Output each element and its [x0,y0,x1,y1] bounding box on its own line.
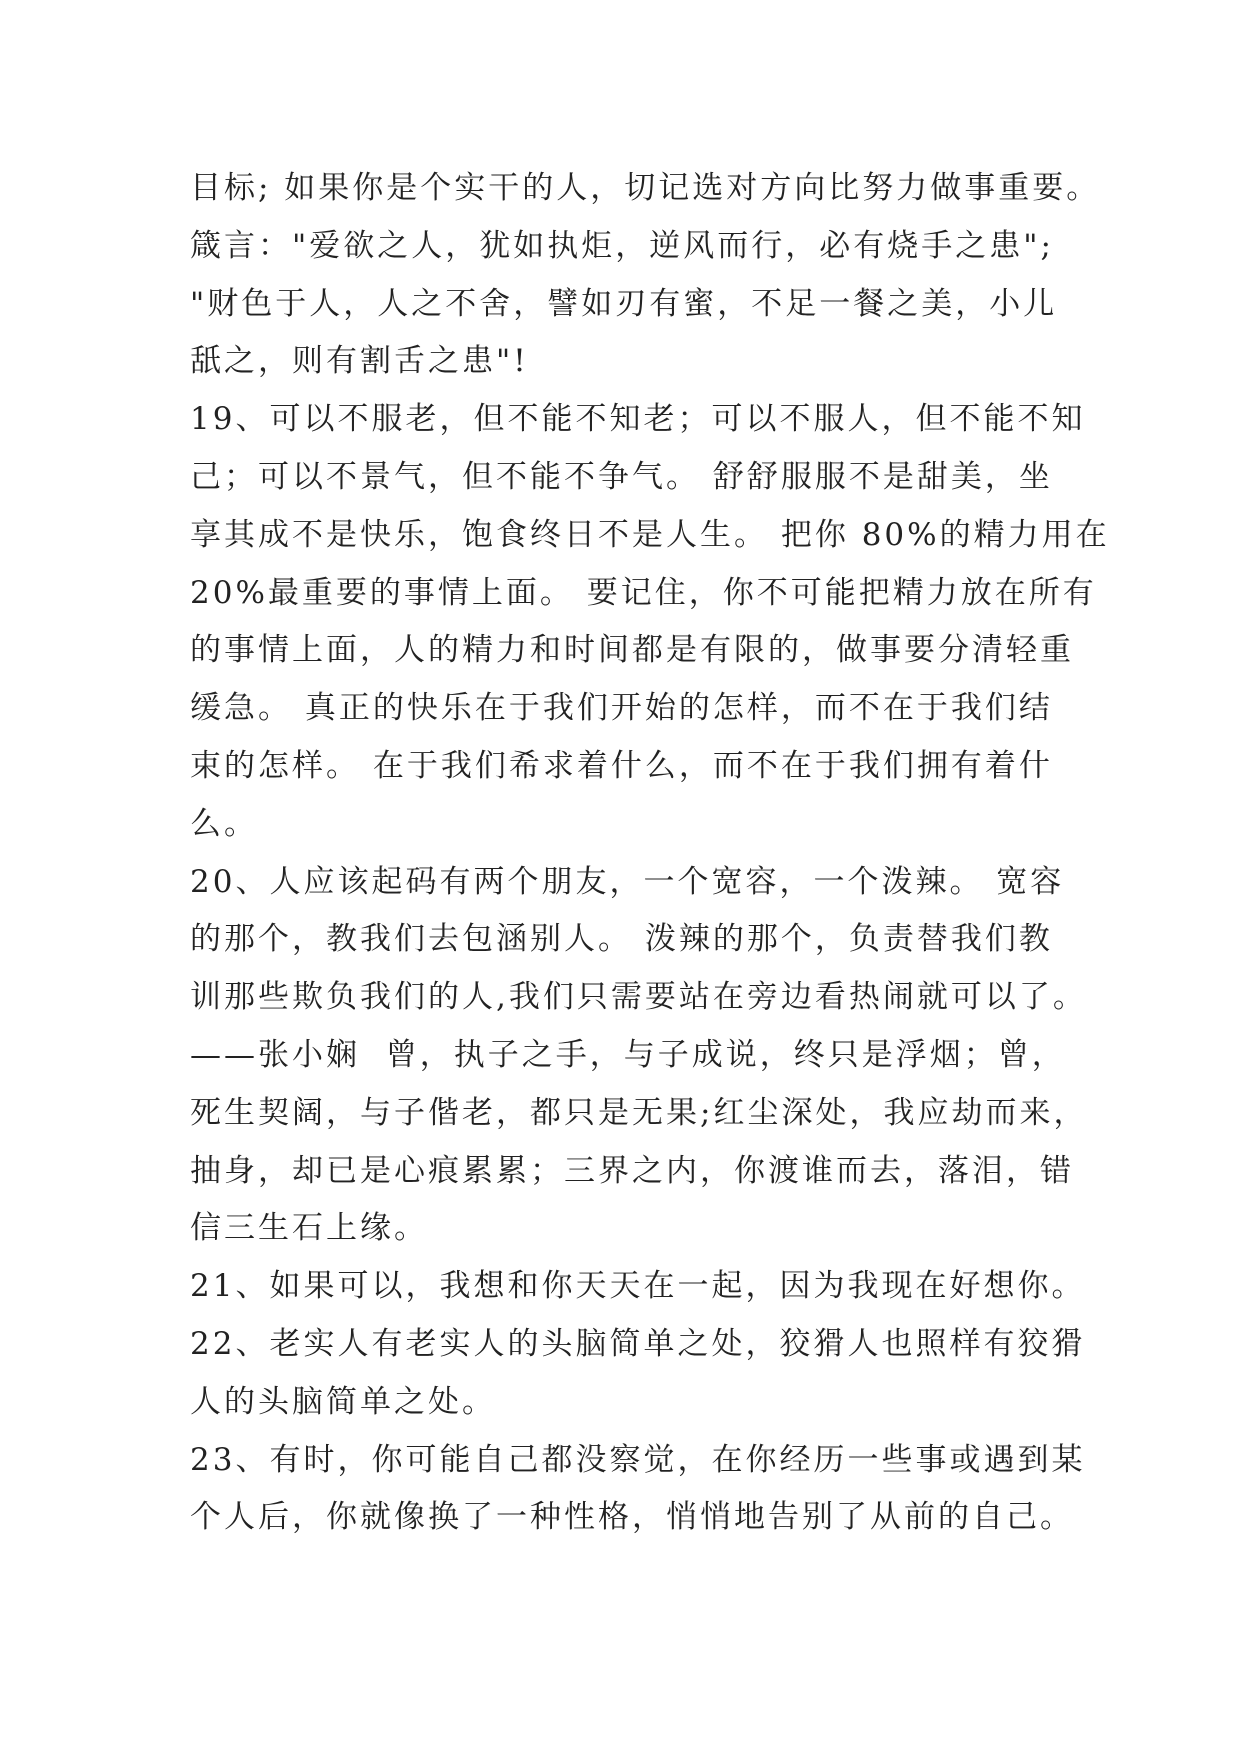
text-line: 19、可以不服老，但不能不知老；可以不服人，但不能不知 [190,401,1086,438]
text-line: 个人后，你就像换了一种性格，悄悄地告别了从前的自己。 [190,1499,1074,1536]
text-line: 23、有时，你可能自己都没察觉，在你经历一些事或遇到某 [190,1441,1086,1478]
text-line: 22、老实人有老实人的头脑简单之处，狡猾人也照样有狡猾 [190,1325,1086,1362]
body-text [190,160,1110,1547]
text-line: 目标; 如果你是个实干的人，切记选对方向比努力做事重要。 [190,170,1101,206]
text-line: 20、人应该起码有两个朋友，一个宽容，一个泼辣。 宽容 [190,863,1065,900]
text-line: 死生契阔，与子偕老，都只是无果;红尘深处，我应劫而来， [190,1094,1088,1131]
text-line: 么。 [190,805,258,842]
text-line: 抽身，却已是心痕累累；三界之内，你渡谁而去，落泪，错 [190,1152,1074,1189]
text-line: 21、如果可以，我想和你天天在一起，因为我现在好想你。 [190,1268,1086,1305]
text-line: 20%最重要的事情上面。 要记住，你不可能把精力放在所有 [190,574,1097,611]
text-line: 信三生石上缘。 [190,1210,428,1247]
text-line: "财色于人，人之不舍，譬如刃有蜜，不足一餐之美，小儿 [190,285,1058,322]
text-line: 缓急。 真正的快乐在于我们开始的怎样，而不在于我们结 [190,690,1053,727]
text-line: 享其成不是快乐，饱食终日不是人生。 把你 80%的精力用在 [190,516,1110,553]
text-line: 箴言："爱欲之人，犹如执炬，逆风而行，必有烧手之患"; [190,227,1054,264]
text-line: 束的怎样。 在于我们希求着什么，而不在于我们拥有着什 [190,747,1053,784]
text-line: 人的头脑简单之处。 [190,1383,496,1420]
text-line: 舐之，则有割舌之患"! [190,343,529,380]
text-line: 训那些欺负我们的人,我们只需要站在旁边看热闹就可以了。 [190,979,1087,1016]
text-line: 己；可以不景气，但不能不争气。 舒舒服服不是甜美，坐 [190,458,1053,495]
text-line: ——张小娴 曾，执子之手，与子成说，终只是浮烟；曾， [190,1036,1066,1073]
text-line: 的事情上面，人的精力和时间都是有限的，做事要分清轻重 [190,632,1074,669]
text-line: 的那个，教我们去包涵别人。 泼辣的那个，负责替我们教 [190,921,1053,958]
